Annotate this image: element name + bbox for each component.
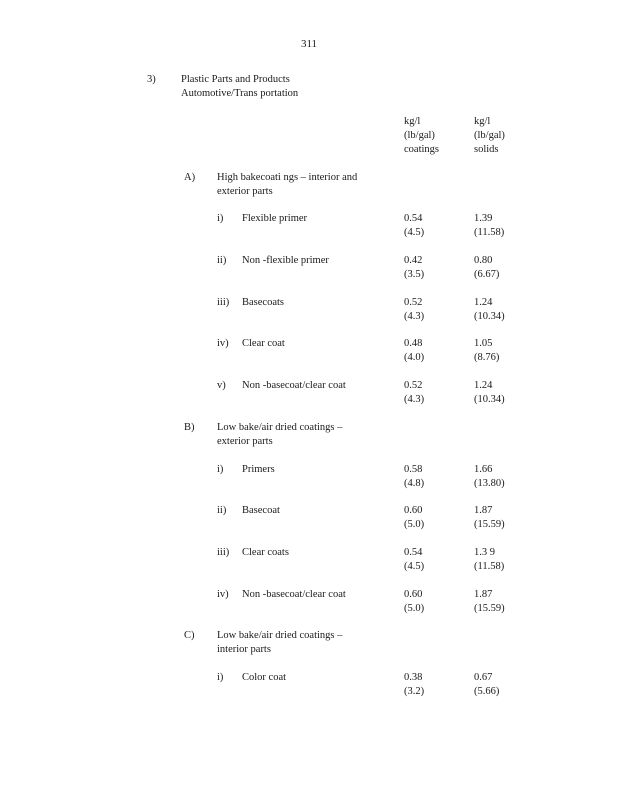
item-number: i) [217, 672, 224, 683]
item-label: Non -basecoat/clear coat [242, 589, 346, 600]
item-coatings-value: 0.54 (4.5) [404, 213, 425, 238]
item-number: i) [217, 213, 224, 224]
item-solids-value: 1.66 (13.80) [474, 464, 505, 489]
item-number: iv) [217, 589, 229, 600]
item-solids-value: 1.87 (15.59) [474, 589, 505, 614]
page-number: 311 [300, 38, 318, 50]
section-number: 3) [147, 74, 156, 85]
item-coatings-value: 0.52 (4.3) [404, 297, 425, 322]
item-coatings-value: 0.54 (4.5) [404, 547, 425, 572]
item-solids-value: 1.3 9 (11.58) [474, 547, 505, 572]
item-number: iii) [217, 547, 230, 558]
item-label: Color coat [242, 672, 287, 683]
item-number: iv) [217, 338, 229, 349]
item-coatings-value: 0.58 (4.8) [404, 464, 425, 489]
item-number: ii) [217, 255, 227, 266]
item-coatings-value: 0.48 (4.0) [404, 338, 425, 363]
item-label: Clear coats [242, 547, 289, 558]
item-label: Primers [242, 464, 275, 475]
group-letter: A) [184, 172, 196, 183]
group-title: High bakecoati ngs – interior and exterior parts [217, 172, 358, 197]
item-solids-value: 0.67 (5.66) [474, 672, 500, 697]
item-solids-value: 1.24 (10.34) [474, 297, 505, 322]
section-title-line2: Automotive/Trans portation [181, 88, 299, 99]
item-coatings-value: 0.42 (3.5) [404, 255, 425, 280]
item-coatings-value: 0.52 (4.3) [404, 380, 425, 405]
item-solids-value: 1.39 (11.58) [474, 213, 505, 238]
section-title-line1: Plastic Parts and Products [181, 74, 290, 85]
item-solids-value: 1.87 (15.59) [474, 505, 505, 530]
column-header-coatings: kg/l (lb/gal) coatings [404, 116, 439, 155]
item-coatings-value: 0.38 (3.2) [404, 672, 425, 697]
item-label: Clear coat [242, 338, 285, 349]
item-number: iii) [217, 297, 230, 308]
group-title: Low bake/air dried coatings – exterior parts [217, 422, 343, 447]
item-solids-value: 1.05 (8.76) [474, 338, 500, 363]
item-number: v) [217, 380, 226, 391]
column-header-solids: kg/l (lb/gal) solids [474, 116, 505, 155]
item-label: Basecoats [242, 297, 284, 308]
item-coatings-value: 0.60 (5.0) [404, 505, 425, 530]
item-solids-value: 0.80 (6.67) [474, 255, 500, 280]
group-letter: C) [184, 630, 195, 641]
group-title: Low bake/air dried coatings – interior parts [217, 630, 343, 655]
item-number: i) [217, 464, 224, 475]
item-coatings-value: 0.60 (5.0) [404, 589, 425, 614]
item-label: Non -basecoat/clear coat [242, 380, 346, 391]
item-label: Basecoat [242, 505, 280, 516]
item-label: Non -flexible primer [242, 255, 329, 266]
group-letter: B) [184, 422, 195, 433]
item-number: ii) [217, 505, 227, 516]
item-solids-value: 1.24 (10.34) [474, 380, 505, 405]
section-title [181, 73, 298, 101]
item-label: Flexible primer [242, 213, 308, 224]
